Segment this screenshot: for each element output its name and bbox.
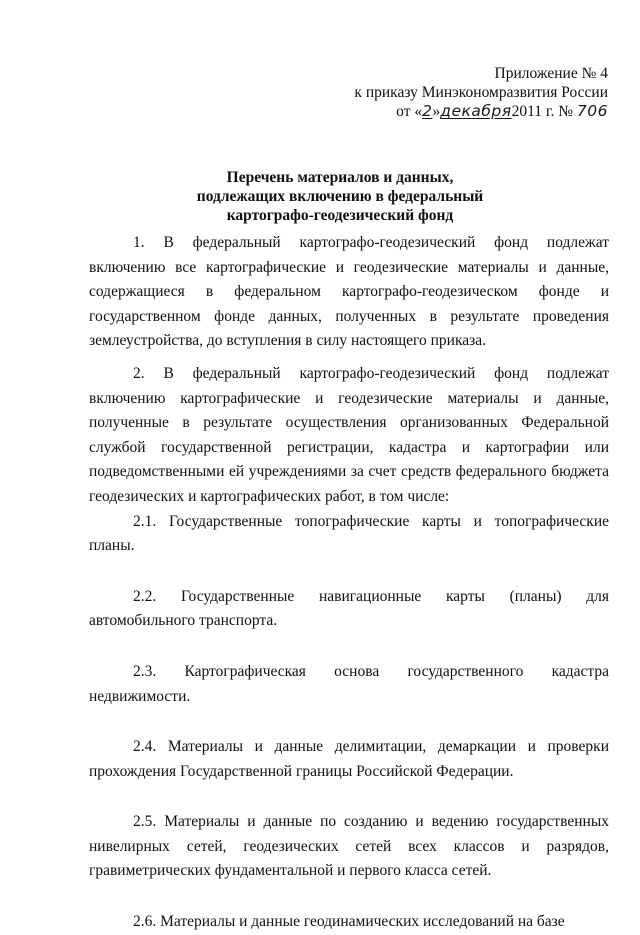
handwritten-day: 2	[422, 102, 433, 120]
paragraph-2: 2. В федеральный картографо-геодезический фонд подлежат включению картографические и геодезические материалы и данные, полученные в результате осуществления организованных Федеральной службой государственной регистрации, кадастра и картографии или подведомственными ей учреждениями за счет средств федерального бюджета геодезических и картографических работ, в том числе:	[89, 364, 609, 505]
title-line-1: Перечень материалов и данных,	[226, 169, 454, 186]
paragraph-2-5: 2.5. Материалы и данные по созданию и ведению государственных нивелирных сетей, геодезических сетей всех классов и разрядов, гравиметрических фундаментальной и первого класса сетей.	[89, 813, 609, 880]
date-year: 2011 г. №	[511, 103, 574, 120]
document-title	[60, 168, 620, 225]
annex-order-ref: к приказу Минэкономразвития России	[354, 84, 608, 101]
document-body	[89, 224, 609, 935]
title-line-3: картографо-геодезический фонд	[226, 207, 454, 224]
paragraph-2-6: 2.6. Материалы и данные геодинамических исследований на базе	[133, 913, 565, 931]
paragraph-2-4: 2.4. Материалы и данные делимитации, демаркации и проверки прохождения Государственной границы Российской Федерации.	[89, 738, 609, 780]
paragraph-2-1: 2.1. Государственные топографические карты и топографические планы.	[89, 512, 609, 555]
paragraph-2-3: 2.3. Картографическая основа государственного кадастра недвижимости.	[89, 662, 609, 705]
paragraph-1: 1. В федеральный картографо-геодезический фонд подлежат включению все картографические и геодезические материалы и данные, содержащиеся в федеральном картографо-геодезическом фонде и государственном фонде данных, полученных в результате проведения землеустройства, до вступления в силу настоящего приказа.	[89, 234, 609, 350]
paragraph-2-2: 2.2. Государственные навигационные карты (планы) для автомобильного транспорта.	[89, 587, 609, 630]
date-prefix: от «	[396, 103, 423, 120]
annex-number: Приложение № 4	[494, 65, 608, 82]
annex-header	[308, 64, 608, 121]
date-mid: »	[432, 103, 441, 120]
title-line-2: подлежащих включению в федеральный	[196, 188, 484, 205]
annex-date-line	[308, 102, 608, 121]
handwritten-month: декабря	[440, 102, 512, 120]
handwritten-order-number: 706	[576, 102, 608, 120]
